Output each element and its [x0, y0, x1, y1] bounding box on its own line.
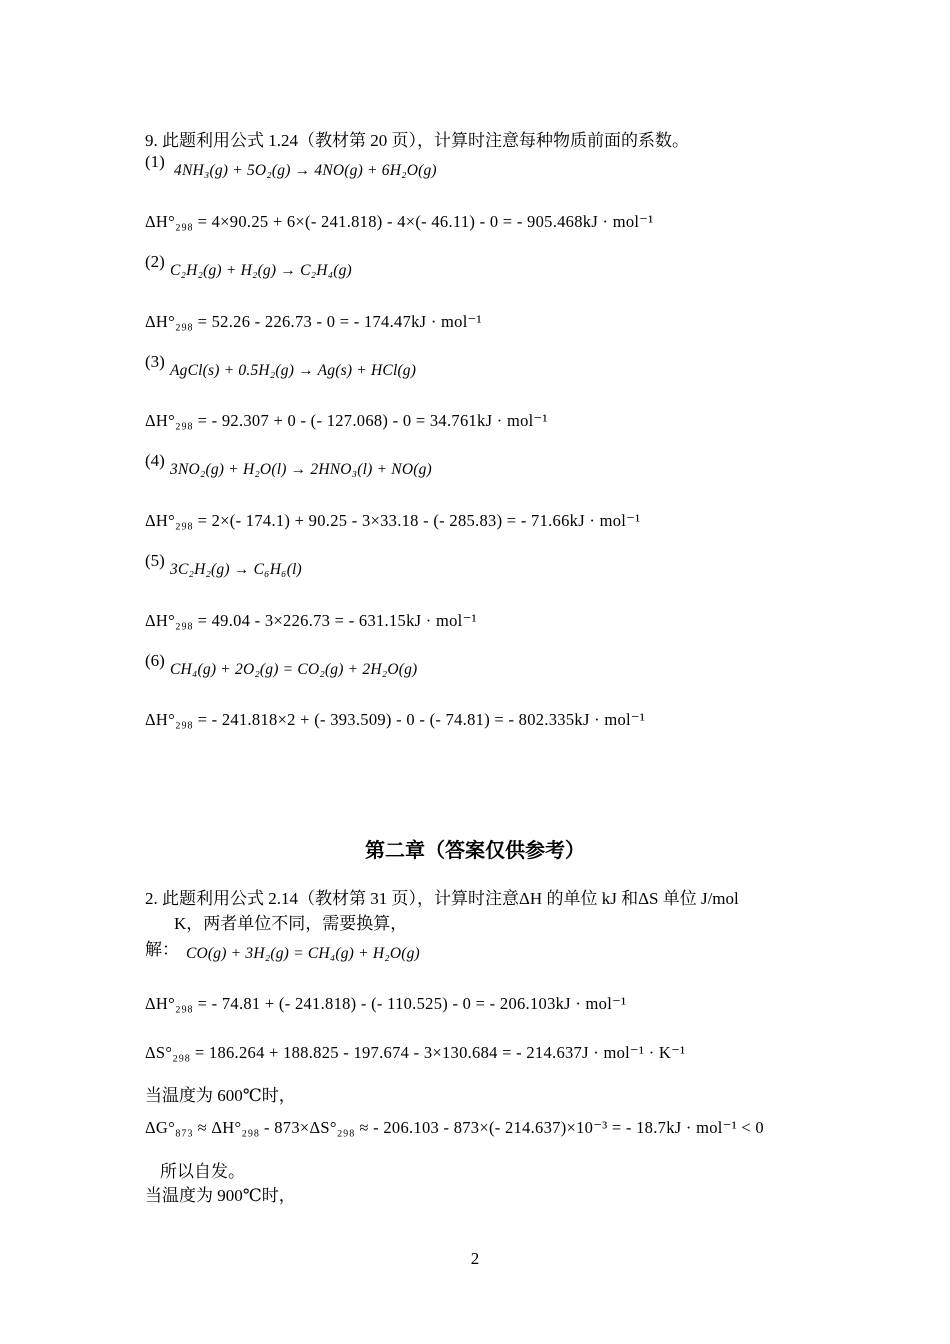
temperature-900-line: 当温度为 900℃时， — [145, 1186, 296, 1205]
question-2-reaction: CO(g) + 3H₂(g) = CH₄(g) + H₂O(g) — [186, 945, 420, 962]
problem-5-label: (5) — [145, 551, 165, 570]
temperature-600-line: 当温度为 600℃时， — [145, 1086, 296, 1105]
solution-label: 解： — [145, 940, 179, 959]
problem-2-reaction: C₂H₂(g) + H₂(g) → C₂H₄(g) — [170, 262, 352, 279]
page-number: 2 — [470, 1249, 480, 1268]
spontaneous-conclusion: 所以自发。 — [160, 1162, 245, 1181]
question-2-enthalpy: ΔH°₂₉₈ = - 74.81 + (- 241.818) - (- 110.525) - 0 = - 206.103kJ · mol⁻¹ — [145, 994, 627, 1013]
question-9-intro: 9. 此题利用公式 1.24（教材第 20 页），计算时注意每种物质前面的系数。 — [145, 131, 689, 150]
problem-3-label: (3) — [145, 352, 165, 371]
problem-5-reaction: 3C₂H₂(g) → C₆H₆(l) — [170, 561, 302, 578]
problem-2-enthalpy: ΔH°₂₉₈ = 52.26 - 226.73 - 0 = - 174.47kJ · mol⁻¹ — [145, 312, 482, 331]
problem-6-label: (6) — [145, 651, 165, 670]
problem-1-label: (1) — [145, 152, 165, 171]
problem-1-enthalpy: ΔH°₂₉₈ = 4×90.25 + 6×(- 241.818) - 4×(- 46.11) - 0 = - 905.468kJ · mol⁻¹ — [145, 212, 654, 231]
problem-6-reaction: CH₄(g) + 2O₂(g) = CO₂(g) + 2H₂O(g) — [170, 661, 418, 678]
problem-4-enthalpy: ΔH°₂₉₈ = 2×(- 174.1) + 90.25 - 3×33.18 - (- 285.83) = - 71.66kJ · mol⁻¹ — [145, 511, 641, 530]
question-2-gibbs: ΔG°₈₇₃ ≈ ΔH°₂₉₈ - 873×ΔS°₂₉₈ ≈ - 206.103 - 873×(- 214.637)×10⁻³ = - 18.7kJ · mol⁻¹ < 0 — [145, 1118, 764, 1137]
question-2-entropy: ΔS°₂₉₈ = 186.264 + 188.825 - 197.674 - 3×130.684 = - 214.637J · mol⁻¹ · K⁻¹ — [145, 1043, 686, 1062]
problem-5-enthalpy: ΔH°₂₉₈ = 49.04 - 3×226.73 = - 631.15kJ · mol⁻¹ — [145, 611, 477, 630]
problem-4-label: (4) — [145, 451, 165, 470]
chapter-heading: 第二章（答案仅供参考） — [365, 838, 585, 862]
question-2-intro-line2: K，两者单位不同，需要换算， — [174, 914, 408, 933]
problem-3-enthalpy: ΔH°₂₉₈ = - 92.307 + 0 - (- 127.068) - 0 = 34.761kJ · mol⁻¹ — [145, 411, 548, 430]
problem-3-reaction: AgCl(s) + 0.5H₂(g) → Ag(s) + HCl(g) — [170, 362, 417, 379]
problem-1-reaction: 4NH₃(g) + 5O₂(g) → 4NO(g) + 6H₂O(g) — [174, 162, 437, 179]
problem-2-label: (2) — [145, 252, 165, 271]
question-2-intro-line1: 2. 此题利用公式 2.14（教材第 31 页），计算时注意ΔH 的单位 kJ 和ΔS 单位 J/mol — [145, 889, 739, 908]
problem-6-enthalpy: ΔH°₂₉₈ = - 241.818×2 + (- 393.509) - 0 - (- 74.81) = - 802.335kJ · mol⁻¹ — [145, 710, 646, 729]
problem-4-reaction: 3NO₂(g) + H₂O(l) → 2HNO₃(l) + NO(g) — [170, 461, 432, 478]
